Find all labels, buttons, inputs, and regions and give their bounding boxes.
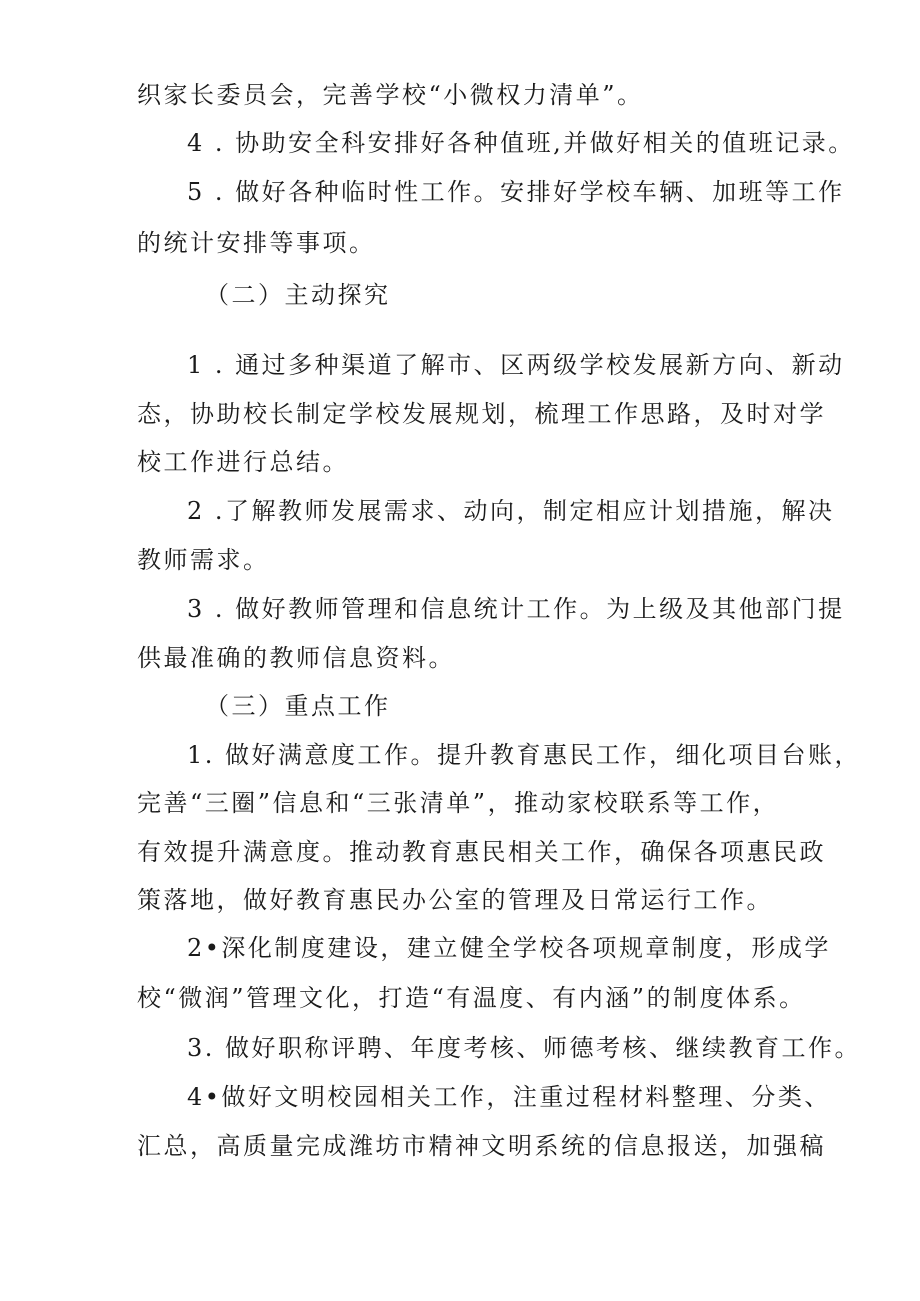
text-line: 织家长委员会，完善学校“小微权力清单”。 [137,81,644,109]
text-line: 5 . 做好各种临时性工作。安排好学校车辆、加班等工作 [187,178,845,206]
text-line: 1. 做好满意度工作。提升教育惠民工作，细化项目台账， [187,741,862,769]
text-line: 2•深化制度建设，建立健全学校各项规章制度，形成学 [187,934,831,962]
text-line: 4 . 协助安全科安排好各种值班,并做好相关的值班记录。 [187,129,855,157]
text-line: 完善“三圈”信息和“三张清单”，推动家校联系等工作， [137,789,780,817]
text-line: 教师需求。 [137,546,270,574]
text-line: 4•做好文明校园相关工作，注重过程材料整理、分类、 [187,1083,831,1111]
text-line: 的统计安排等事项。 [137,229,376,257]
text-line: 供最准确的教师信息资料。 [137,644,455,672]
text-line: 态，协助校长制定学校发展规划，梳理工作思路，及时对学 [137,400,826,428]
section-heading: （三）重点工作 [205,692,391,720]
text-line: 3. 做好职称评聘、年度考核、师德考核、继续教育工作。 [187,1034,862,1062]
text-line: 校“微润”管理文化，打造“有温度、有内涵”的制度体系。 [137,984,806,1012]
text-line: 策落地，做好教育惠民办公室的管理及日常运行工作。 [137,886,773,914]
text-line: 3 . 做好教师管理和信息统计工作。为上级及其他部门提 [187,595,845,623]
section-heading: （二）主动探究 [205,281,391,309]
text-line: 有效提升满意度。推动教育惠民相关工作，确保各项惠民政 [137,838,826,866]
text-line: 校工作进行总结。 [137,448,349,476]
text-line: 汇总，高质量完成潍坊市精神文明系统的信息报送，加强稿 [137,1132,826,1160]
text-line: 1 . 通过多种渠道了解市、区两级学校发展新方向、新动 [187,351,845,379]
text-line: 2 .了解教师发展需求、动向，制定相应计划措施，解决 [187,497,835,525]
